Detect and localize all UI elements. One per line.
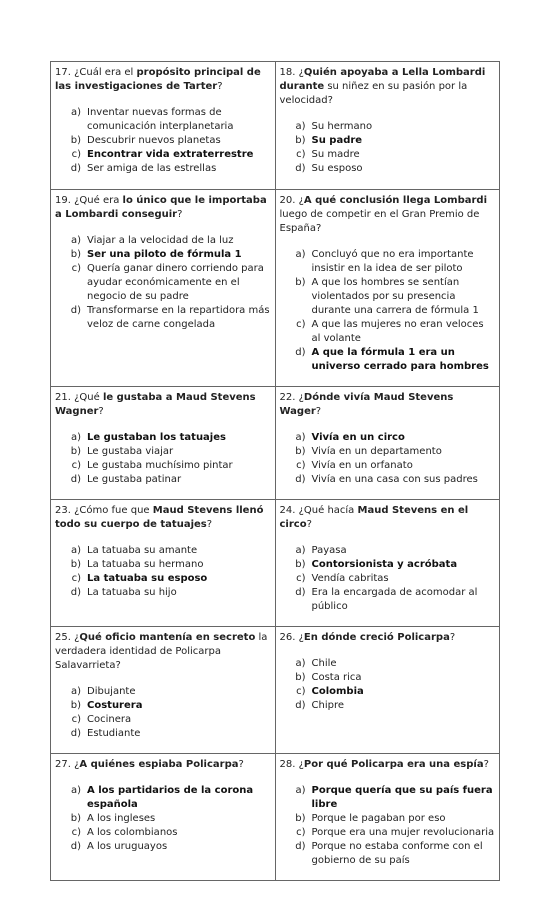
option-text: Le gustaba muchísimo pintar bbox=[87, 460, 233, 471]
option-text: La tatuaba su hijo bbox=[87, 587, 177, 598]
option-text: Vivía en un departamento bbox=[311, 446, 442, 457]
question-number: 23. bbox=[55, 505, 71, 516]
question-text bbox=[55, 66, 271, 94]
question-suffix: la verdadera identidad de Policarpa Salavarrieta? bbox=[55, 632, 268, 671]
option-list bbox=[280, 657, 496, 713]
option-letter: b) bbox=[295, 813, 306, 824]
option-item bbox=[280, 544, 496, 558]
option-list bbox=[280, 120, 496, 176]
question-cell bbox=[51, 754, 276, 881]
option-letter: a) bbox=[70, 686, 81, 697]
option-letter: a) bbox=[295, 545, 306, 556]
question-keyphrase: Dónde vivía Maud Stevens Wager bbox=[279, 392, 454, 417]
option-item bbox=[280, 671, 496, 685]
option-letter: c) bbox=[296, 460, 306, 471]
option-item bbox=[55, 304, 271, 332]
option-item bbox=[55, 558, 271, 572]
question-cell bbox=[51, 387, 276, 500]
option-list bbox=[280, 544, 496, 614]
question-prefix: ¿ bbox=[298, 632, 304, 643]
option-item bbox=[55, 812, 271, 826]
quiz-table bbox=[50, 61, 500, 881]
option-text: A que los hombres se sentían violentados por su presencia durante una carrera de fórmula 1 bbox=[311, 277, 479, 316]
option-item bbox=[280, 840, 496, 868]
option-item bbox=[55, 162, 271, 176]
option-text: A los uruguayos bbox=[87, 841, 168, 852]
option-item bbox=[280, 473, 496, 487]
option-letter: d) bbox=[295, 347, 306, 358]
option-text: Contorsionista y acróbata bbox=[311, 559, 458, 570]
question-prefix: ¿ bbox=[298, 195, 304, 206]
option-item bbox=[280, 812, 496, 826]
option-letter: c) bbox=[296, 573, 306, 584]
option-list bbox=[280, 784, 496, 868]
question-text bbox=[280, 194, 496, 236]
question-prefix: ¿ bbox=[298, 392, 304, 403]
option-letter: c) bbox=[71, 827, 81, 838]
question-suffix: ? bbox=[98, 406, 104, 417]
option-letter: a) bbox=[70, 545, 81, 556]
option-text: Estudiante bbox=[87, 728, 141, 739]
question-cell bbox=[51, 500, 276, 627]
option-letter: b) bbox=[295, 135, 306, 146]
option-item bbox=[55, 445, 271, 459]
question-text bbox=[280, 391, 496, 419]
option-letter: b) bbox=[70, 446, 81, 457]
option-text: Era la encargada de acomodar al público bbox=[311, 587, 478, 612]
option-list bbox=[55, 234, 271, 332]
quiz-body bbox=[51, 62, 500, 881]
option-text: Vivía en una casa con sus padres bbox=[311, 474, 478, 485]
question-cell bbox=[275, 62, 500, 190]
option-item bbox=[280, 445, 496, 459]
question-cell bbox=[275, 387, 500, 500]
question-row bbox=[51, 754, 500, 881]
option-letter: a) bbox=[295, 658, 306, 669]
option-item bbox=[55, 262, 271, 304]
option-letter: c) bbox=[71, 263, 81, 274]
question-prefix: ¿Qué era bbox=[74, 195, 123, 206]
option-letter: d) bbox=[295, 841, 306, 852]
question-prefix: ¿ bbox=[298, 759, 304, 770]
option-text: Chile bbox=[311, 658, 337, 669]
question-suffix: ? bbox=[449, 632, 456, 643]
question-number: 25. bbox=[55, 632, 71, 643]
option-text: Su madre bbox=[311, 149, 360, 160]
question-suffix: su niñez en su pasión por la velocidad? bbox=[279, 81, 468, 106]
option-letter: b) bbox=[295, 559, 306, 570]
option-item bbox=[280, 431, 496, 445]
option-letter: d) bbox=[70, 841, 81, 852]
option-letter: d) bbox=[70, 305, 81, 316]
question-keyphrase: A qué conclusión llega Lombardi bbox=[303, 195, 488, 206]
question-cell bbox=[51, 627, 276, 754]
question-text bbox=[280, 66, 496, 108]
option-item bbox=[280, 276, 496, 318]
option-text: A los partidarios de la corona española bbox=[87, 785, 254, 810]
question-number: 18. bbox=[279, 67, 296, 78]
question-text bbox=[280, 758, 496, 772]
option-letter: a) bbox=[295, 785, 306, 796]
option-item bbox=[280, 134, 496, 148]
option-list bbox=[280, 431, 496, 487]
option-text: A que las mujeres no eran veloces al volante bbox=[311, 319, 484, 344]
option-text: Cocinera bbox=[87, 714, 132, 725]
option-item bbox=[280, 120, 496, 134]
question-keyphrase: A quiénes espiaba Policarpa bbox=[79, 759, 239, 770]
question-suffix: ? bbox=[315, 406, 322, 417]
option-list bbox=[55, 431, 271, 487]
option-item bbox=[280, 586, 496, 614]
option-item bbox=[280, 657, 496, 671]
option-item bbox=[55, 473, 271, 487]
option-letter: b) bbox=[295, 446, 306, 457]
option-item bbox=[55, 234, 271, 248]
option-item bbox=[280, 685, 496, 699]
option-text: Costa rica bbox=[311, 672, 362, 683]
option-letter: c) bbox=[296, 827, 306, 838]
option-letter: c) bbox=[296, 319, 306, 330]
option-item bbox=[280, 459, 496, 473]
option-letter: c) bbox=[71, 573, 81, 584]
question-cell bbox=[275, 627, 500, 754]
option-item bbox=[55, 727, 271, 741]
question-number: 17. bbox=[55, 67, 71, 78]
option-item bbox=[55, 826, 271, 840]
question-text bbox=[280, 631, 496, 645]
option-item bbox=[55, 431, 271, 445]
option-item bbox=[55, 699, 271, 713]
option-text: Vivía en un circo bbox=[311, 432, 405, 443]
option-text: Dibujante bbox=[87, 686, 136, 697]
option-letter: a) bbox=[70, 785, 81, 796]
option-item bbox=[55, 572, 271, 586]
option-item bbox=[55, 586, 271, 600]
option-letter: b) bbox=[70, 249, 81, 260]
question-text bbox=[55, 631, 271, 673]
question-cell bbox=[51, 190, 276, 387]
option-letter: a) bbox=[70, 235, 81, 246]
question-number: 19. bbox=[55, 195, 71, 206]
question-row bbox=[51, 627, 500, 754]
question-cell bbox=[275, 500, 500, 627]
question-keyphrase: propósito principal de las investigaciones de Tarter bbox=[55, 67, 261, 92]
option-item bbox=[55, 248, 271, 262]
question-keyphrase: Por qué Policarpa era una espía bbox=[303, 759, 484, 770]
option-letter: c) bbox=[71, 460, 81, 471]
option-item bbox=[280, 162, 496, 176]
question-number: 22. bbox=[279, 392, 296, 403]
question-keyphrase: Maud Stevens en el circo bbox=[279, 505, 469, 530]
question-keyphrase: lo único que le importaba a Lombardi conseguir bbox=[55, 195, 267, 220]
option-item bbox=[55, 459, 271, 473]
question-suffix: ? bbox=[238, 759, 244, 770]
option-letter: c) bbox=[71, 714, 81, 725]
option-text: Descubrir nuevos planetas bbox=[87, 135, 221, 146]
question-row bbox=[51, 500, 500, 627]
option-item bbox=[55, 784, 271, 812]
option-letter: d) bbox=[295, 700, 306, 711]
question-prefix: ¿Qué hacía bbox=[298, 505, 358, 516]
option-letter: a) bbox=[70, 107, 81, 118]
option-text: Porque no estaba conforme con el gobierno de su país bbox=[311, 841, 483, 866]
option-item bbox=[280, 318, 496, 346]
option-list bbox=[55, 784, 271, 854]
option-text: Ser una piloto de fórmula 1 bbox=[87, 249, 242, 260]
option-text: Su padre bbox=[311, 135, 363, 146]
option-item bbox=[280, 572, 496, 586]
question-text bbox=[55, 504, 271, 532]
option-text: La tatuaba su hermano bbox=[87, 559, 204, 570]
option-letter: d) bbox=[70, 587, 81, 598]
option-letter: d) bbox=[70, 728, 81, 739]
option-letter: b) bbox=[70, 559, 81, 570]
option-letter: c) bbox=[296, 149, 306, 160]
option-text: Porque era una mujer revolucionaria bbox=[311, 827, 495, 838]
question-number: 28. bbox=[279, 759, 296, 770]
option-item bbox=[280, 784, 496, 812]
question-prefix: ¿ bbox=[74, 632, 80, 643]
question-keyphrase: Qué oficio mantenía en secreto bbox=[79, 632, 256, 643]
option-text: Encontrar vida extraterrestre bbox=[87, 149, 254, 160]
question-number: 26. bbox=[279, 632, 296, 643]
option-letter: d) bbox=[295, 587, 306, 598]
option-letter: a) bbox=[295, 121, 306, 132]
option-item bbox=[280, 558, 496, 572]
option-text: Transformarse en la repartidora más veloz de carne congelada bbox=[87, 305, 270, 330]
option-text: Le gustaba viajar bbox=[87, 446, 174, 457]
option-text: Payasa bbox=[311, 545, 347, 556]
question-keyphrase: le gustaba a Maud Stevens Wagner bbox=[55, 392, 256, 417]
question-text bbox=[55, 758, 271, 772]
option-letter: b) bbox=[295, 672, 306, 683]
question-prefix: ¿ bbox=[298, 67, 304, 78]
question-number: 21. bbox=[55, 392, 71, 403]
option-item bbox=[280, 346, 496, 374]
option-text: A los ingleses bbox=[87, 813, 156, 824]
question-prefix: ¿Qué bbox=[74, 392, 103, 403]
question-cell bbox=[275, 190, 500, 387]
option-text: Su esposo bbox=[311, 163, 363, 174]
option-item bbox=[280, 248, 496, 276]
option-item bbox=[280, 148, 496, 162]
option-letter: d) bbox=[295, 474, 306, 485]
question-row bbox=[51, 190, 500, 387]
option-item bbox=[55, 685, 271, 699]
option-text: A los colombianos bbox=[87, 827, 178, 838]
question-suffix: ? bbox=[306, 519, 312, 530]
option-text: Quería ganar dinero corriendo para ayudar económicamente en el negocio de su padre bbox=[87, 263, 264, 302]
question-keyphrase: Quién apoyaba a Lella Lombardi durante bbox=[279, 67, 486, 92]
option-letter: a) bbox=[295, 432, 306, 443]
option-text: Costurera bbox=[87, 700, 143, 711]
option-text: Concluyó que no era importante insistir en la idea de ser piloto bbox=[311, 249, 474, 274]
option-item bbox=[55, 840, 271, 854]
question-keyphrase: Maud Stevens llenó todo su cuerpo de tatuajes bbox=[55, 505, 264, 530]
option-text: Porque le pagaban por eso bbox=[311, 813, 446, 824]
question-text bbox=[280, 504, 496, 532]
question-suffix: ? bbox=[483, 759, 489, 770]
option-item bbox=[55, 106, 271, 134]
option-letter: d) bbox=[70, 474, 81, 485]
question-suffix: luego de competir en el Gran Premio de España? bbox=[279, 209, 480, 234]
option-text: Porque quería que su país fuera libre bbox=[311, 785, 493, 810]
option-text: Le gustaban los tatuajes bbox=[87, 432, 226, 443]
question-text bbox=[55, 194, 271, 222]
option-letter: b) bbox=[70, 813, 81, 824]
option-text: A que la fórmula 1 era un universo cerrado para hombres bbox=[311, 347, 489, 372]
question-suffix: ? bbox=[206, 519, 213, 530]
question-row bbox=[51, 62, 500, 190]
option-text: La tatuaba su esposo bbox=[87, 573, 208, 584]
question-number: 20. bbox=[279, 195, 296, 206]
option-list bbox=[55, 685, 271, 741]
option-letter: b) bbox=[295, 277, 306, 288]
option-letter: c) bbox=[71, 149, 81, 160]
question-suffix: ? bbox=[177, 209, 183, 220]
option-text: Le gustaba patinar bbox=[87, 474, 182, 485]
option-text: Colombia bbox=[311, 686, 364, 697]
option-letter: c) bbox=[296, 686, 306, 697]
option-text: Viajar a la velocidad de la luz bbox=[87, 235, 234, 246]
option-item bbox=[280, 699, 496, 713]
question-cell bbox=[51, 62, 276, 190]
option-text: Vendía cabritas bbox=[311, 573, 389, 584]
option-list bbox=[55, 106, 271, 176]
question-row bbox=[51, 387, 500, 500]
option-letter: d) bbox=[70, 163, 81, 174]
question-keyphrase: En dónde creció Policarpa bbox=[303, 632, 450, 643]
question-suffix: ? bbox=[217, 81, 223, 92]
option-letter: b) bbox=[70, 135, 81, 146]
option-item bbox=[55, 713, 271, 727]
option-text: Ser amiga de las estrellas bbox=[87, 163, 217, 174]
question-prefix: ¿Cuál era el bbox=[74, 67, 137, 78]
option-item bbox=[55, 134, 271, 148]
question-cell bbox=[275, 754, 500, 881]
option-text: Vivía en un orfanato bbox=[311, 460, 413, 471]
option-list bbox=[55, 544, 271, 600]
option-item bbox=[55, 544, 271, 558]
question-text bbox=[55, 391, 271, 419]
option-letter: b) bbox=[70, 700, 81, 711]
question-number: 27. bbox=[55, 759, 71, 770]
option-text: Su hermano bbox=[311, 121, 373, 132]
option-item bbox=[280, 826, 496, 840]
question-prefix: ¿Cómo fue que bbox=[74, 505, 153, 516]
option-text: Chipre bbox=[311, 700, 344, 711]
question-number: 24. bbox=[279, 505, 296, 516]
option-letter: a) bbox=[295, 249, 306, 260]
option-text: Inventar nuevas formas de comunicación interplanetaria bbox=[87, 107, 234, 132]
question-prefix: ¿ bbox=[74, 759, 80, 770]
option-letter: d) bbox=[295, 163, 306, 174]
option-text: La tatuaba su amante bbox=[87, 545, 198, 556]
option-list bbox=[280, 248, 496, 374]
option-letter: a) bbox=[70, 432, 81, 443]
option-item bbox=[55, 148, 271, 162]
